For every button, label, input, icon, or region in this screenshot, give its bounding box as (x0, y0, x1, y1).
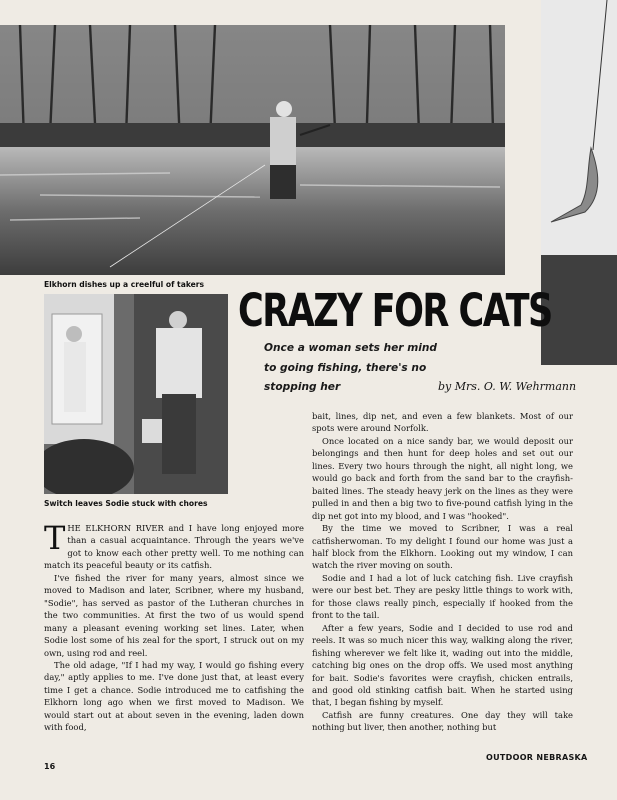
article-paragraph: The old adage, "If I had my way, I would go fishing every day," aptly applies to me. I've done just that, at least every time I get a chance. Sodie introduced me to catfishing the Elkhorn long ago when we first moved to Madison. We would start out at about seven in the evening, laden down with food, (44, 659, 304, 733)
article-paragraph: After a few years, Sodie and I decided to use rod and reels. It was so much nicer this way, walking along the river, fishing wherever we felt like it, wading out into the middle, catching big ones on the drop offs. We used most anything for bait. Sodie's favorites were crayfish, chicken entrails, and good old stinking catfish bait. When he started using that, I began fishing by myself. (312, 622, 573, 708)
top-photo-caption: Elkhorn dishes up a creelful of takers (44, 280, 205, 289)
article-byline: by Mrs. O. W. Wehrmann (438, 380, 577, 393)
river-fishing-photo (0, 25, 505, 275)
article-headline: CRAZY FOR CATS (238, 284, 552, 337)
article-paragraph: Sodie and I had a lot of luck catching fish. Live crayfish were our best bet. They are pesky little things to work with, for those claws really pinch, especially if hooked from the front to the tail. (312, 572, 573, 621)
article-paragraph: Once located on a nice sandy bar, we would deposit our belongings and then hunt for deep holes and set out our lines. Every two hours through the night, all night long, we would go back and forth from the sand bar to the crayfish-baited lines. The steady heavy jerk on the lines as they were pulled in and then a big two to five-pound catfish lying in the dip net got into my blood, and I was "hooked". (312, 435, 573, 521)
sodie-chores-photo (44, 294, 228, 494)
article-paragraph: By the time we moved to Scribner, I was a real catfisherwoman. To my delight I found our home was just a half block from the Elkhorn. Looking out my window, I can watch the river moving on south. (312, 523, 573, 571)
article-column-2 (312, 410, 573, 734)
article-column-1 (44, 519, 304, 734)
article-paragraph: Catfish are funny creatures. One day they will take nothing but liver, then another, nothing but (312, 709, 573, 733)
magazine-name: OUTDOOR NEBRASKA (486, 753, 588, 762)
article-subhead: Once a woman sets her mind to going fishing, there's no stopping her (264, 342, 438, 393)
article-paragraph: bait, lines, dip net, and even a few blankets. Most of our spots were around Norfolk. (312, 411, 573, 434)
hanging-catfish-photo (541, 0, 617, 365)
page-number: 16 (44, 762, 56, 771)
article-paragraph: THE ELKHORN RIVER and I have long enjoyed more than a casual acquaintance. Through the years we've got to know each other pretty well. To me nothing can match its peaceful beauty or its catfish. (44, 519, 304, 571)
drop-cap: T (44, 519, 66, 557)
article-paragraph: I've fished the river for many years, almost since we moved to Madison and later, Scribner, where my husband, "Sodie", has served as pastor of the Lutheran churches in the two communities. At first the two of us would spend many a pleasant evening working set lines. Later, when Sodie lost some of his zeal for the sport, I struck out on my own, using rod and reel. (44, 572, 304, 658)
small-photo-caption: Switch leaves Sodie stuck with chores (44, 499, 208, 508)
